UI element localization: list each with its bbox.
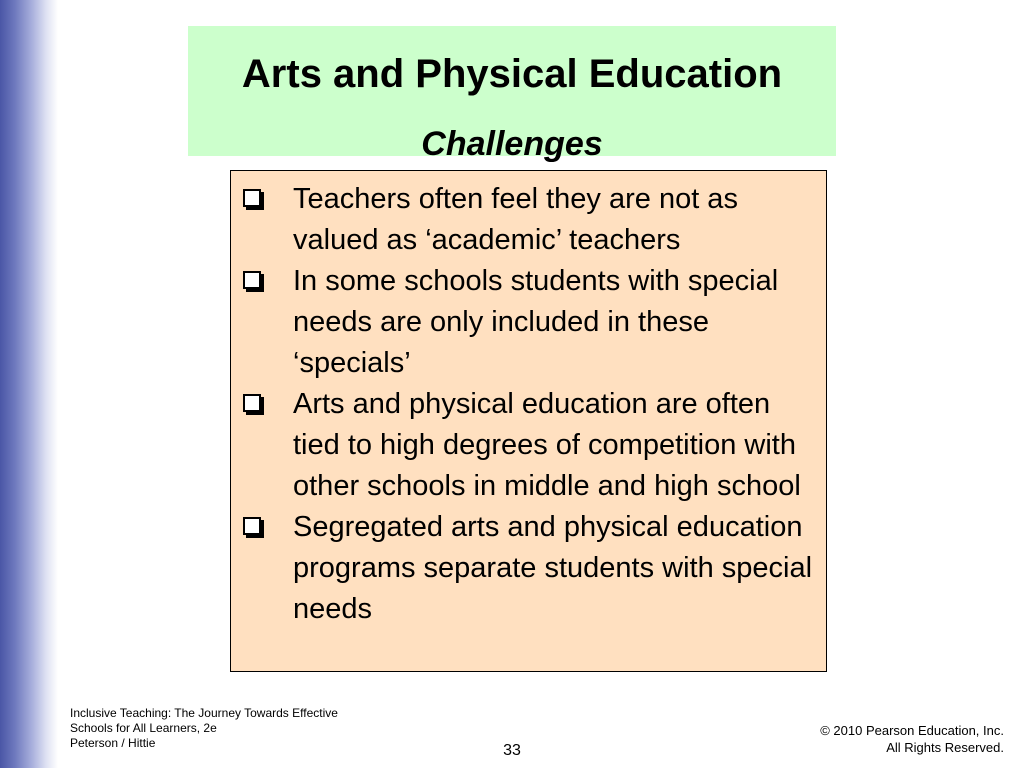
rights-text: All Rights Reserved. <box>886 740 1004 755</box>
bullet-text: In some schools students with special needs are only included in these ‘specials’ <box>293 265 779 379</box>
title-box <box>188 26 836 163</box>
bullet-item <box>231 261 828 384</box>
bullet-text: Arts and physical education are often tied to high degrees of competition with other schools in middle and high school <box>293 388 801 502</box>
bullet-text: Segregated arts and physical education programs separate students with special needs <box>293 511 813 625</box>
slide-subtitle: Challenges <box>421 125 603 163</box>
footer-book-title-line1: Inclusive Teaching: The Journey Towards Effective <box>70 706 338 720</box>
bullet-item <box>231 507 828 630</box>
footer-authors: Peterson / Hittie <box>70 736 156 750</box>
content-box <box>230 170 827 672</box>
copyright-text: © 2010 Pearson Education, Inc. <box>820 723 1004 738</box>
checkbox-bullet-icon <box>243 271 261 289</box>
bullet-list <box>231 179 828 630</box>
footer-book-title-line2: Schools for All Learners, 2e <box>70 721 217 735</box>
slide-title: Arts and Physical Education <box>241 52 783 96</box>
footer-book-info <box>70 706 338 751</box>
checkbox-bullet-icon <box>243 394 261 412</box>
checkbox-bullet-icon <box>243 189 261 207</box>
bullet-item <box>231 384 828 507</box>
bullet-text: Teachers often feel they are not as valued as ‘academic’ teachers <box>293 183 738 256</box>
checkbox-bullet-icon <box>243 517 261 535</box>
page-number: 33 <box>503 742 521 759</box>
bullet-item <box>231 179 828 261</box>
side-gradient-bar <box>0 0 58 768</box>
footer-copyright <box>820 722 1004 756</box>
